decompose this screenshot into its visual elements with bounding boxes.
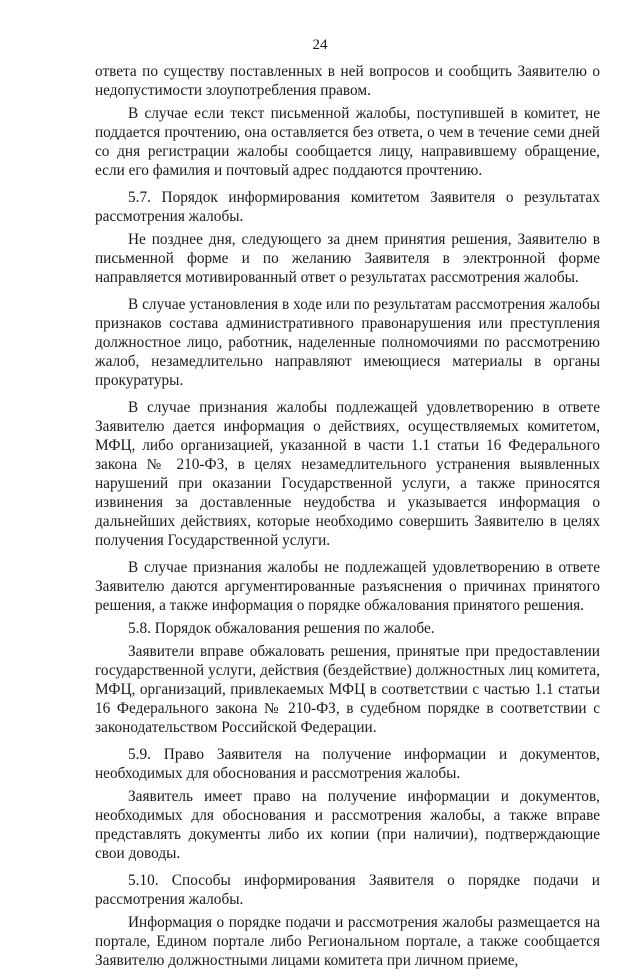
paragraph-11: Заявитель имеет право на получение информации и документов, необходимых для обоснования и рассмотрения жалобы, а также вправе представлять документы либо их копии (при наличии), подтверждающие свои доводы. [95, 788, 600, 862]
paragraph-7: В случае признания жалобы не подлежащей удовлетворению в ответе Заявителю даются аргументированные разъяснения о причинах принятого решения, а также информация о порядке обжалования принятого решения. [95, 559, 600, 614]
paragraph-5: В случае установления в ходе или по результатам рассмотрения жалобы признаков состава административного правонарушения или преступления должностное лицо, работник, наделенные полномочиями по рассмотрению жалоб, незамедлительно направляют имеющиеся материалы в органы прокуратуры. [95, 296, 600, 389]
paragraph-8: 5.8. Порядок обжалования решения по жалобе. [128, 620, 435, 637]
document-body [95, 62, 600, 978]
paragraph-10: 5.9. Право Заявителя на получение информации и документов, необходимых для обоснования и рассмотрения жалобы. [95, 746, 600, 782]
paragraph-4: Не позднее дня, следующего за днем принятия решения, Заявителю в письменной форме и по желанию Заявителя в электронной форме направляется мотивированный ответ о результатах рассмотрения жалобы. [95, 231, 600, 286]
page-number: 24 [312, 37, 328, 53]
paragraph-1: ответа по существу поставленных в ней вопросов и сообщить Заявителю о недопустимости злоупотребления правом. [95, 63, 600, 99]
paragraph-13: Информация о порядке подачи и рассмотрения жалобы размещается на портале, Едином портале либо Региональном портале, а также сообщается Заявителю должностными лицами комитета при личном приеме, [95, 914, 600, 969]
paragraph-2: В случае если текст письменной жалобы, поступившей в комитет, не поддается прочтению, она оставляется без ответа, о чем в течение семи дней со дня регистрации жалобы сообщается лицу, направившему обращение, если его фамилия и почтовый адрес поддаются прочтению. [95, 105, 600, 179]
paragraph-12: 5.10. Способы информирования Заявителя о порядке подачи и рассмотрения жалобы. [95, 872, 600, 908]
paragraph-3: 5.7. Порядок информирования комитетом Заявителя о результатах рассмотрения жалобы. [95, 189, 600, 225]
paragraph-9: Заявители вправе обжаловать решения, принятые при предоставлении государственной услуги, действия (бездействие) должностных лиц комитета, МФЦ, организаций, привлекаемых МФЦ в соответствии с частью 1.1 статьи 16 Федерального закона № 210-ФЗ, в судебном порядке в соответствии с законодательством Российской Федерации. [95, 643, 600, 736]
paragraph-6: В случае признания жалобы подлежащей удовлетворению в ответе Заявителю дается информация о действиях, осуществляемых комитетом, МФЦ, либо организацией, указанной в части 1.1 статьи 16 Федерального закона № 210-ФЗ, в целях незамедлительного устранения выявленных нарушений при оказании Государственной услуги, а также приносятся извинения за доставленные неудобства и указывается информация о дальнейших действиях, которые необходимо совершить Заявителю в целях получения Государственной услуги. [95, 399, 600, 549]
